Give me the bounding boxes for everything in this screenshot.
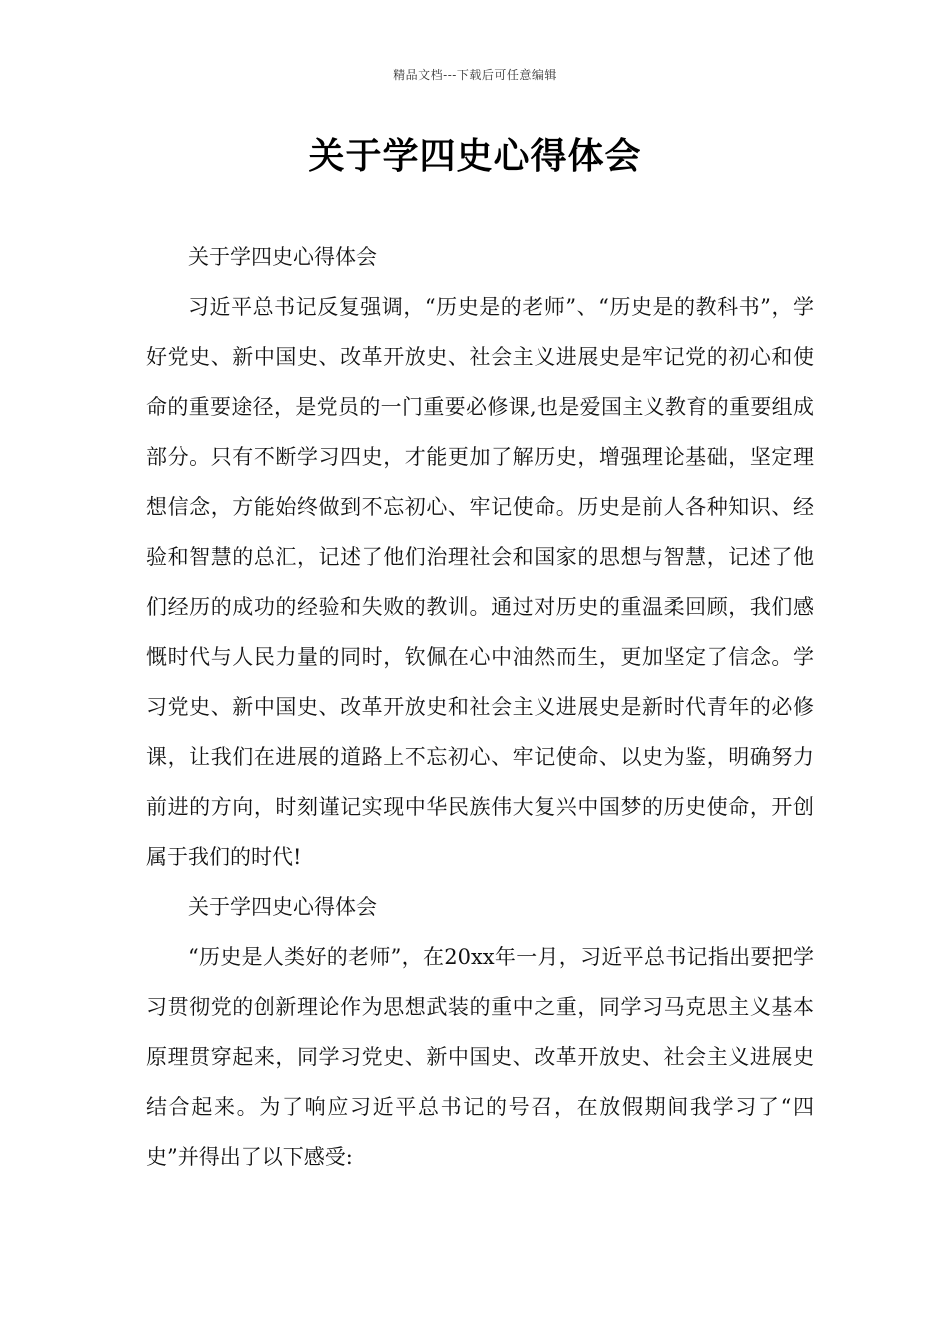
section-heading: 关于学四史心得体会 bbox=[188, 245, 377, 269]
body-paragraph: 习近平总书记反复强调，“历史是的老师”、“历史是的教科书”，学好党史、新中国史、改革开放史、社会主义进展史是牢记党的初心和使命的重要途径，是党员的一门重要必修课,也是爱国主义教育的重要组成部分。只有不断学习四史，才能更加了解历史，增强理论基础，坚定理想信念，方能始终做到不忘初心、牢记使命。历史是前人各种知识、经验和智慧的总汇，记述了他们治理社会和国家的思想与智慧，记述了他们经历的成功的经验和失败的教训。通过对历史的重温柔回顾，我们感慨时代与人民力量的同时，钦佩在心中油然而生，更加坚定了信念。学习党史、新中国史、改革开放史和社会主义进展史是新时代青年的必修课，让我们在进展的道路上不忘初心、牢记使命、以史为鉴，明确努力前进的方向，时刻谨记实现中华民族伟大复兴中国梦的历史使命，开创属于我们的时代! bbox=[146, 295, 814, 869]
body-paragraph: “历史是人类好的老师”，在20xx年一月，习近平总书记指出要把学习贯彻党的创新理论作为思想武装的重中之重，同学习马克思主义基本原理贯穿起来，同学习党史、新中国史、改革开放史、社会主义进展史结合起来。为了响应习近平总书记的号召，在放假期间我学习了“四史”并得出了以下感受: bbox=[146, 945, 814, 1169]
section-heading: 关于学四史心得体会 bbox=[188, 895, 377, 919]
header-note: 精品文档---下载后可任意编辑 bbox=[393, 68, 557, 82]
document-title: 关于学四史心得体会 bbox=[308, 135, 642, 177]
document-body bbox=[146, 232, 814, 1182]
